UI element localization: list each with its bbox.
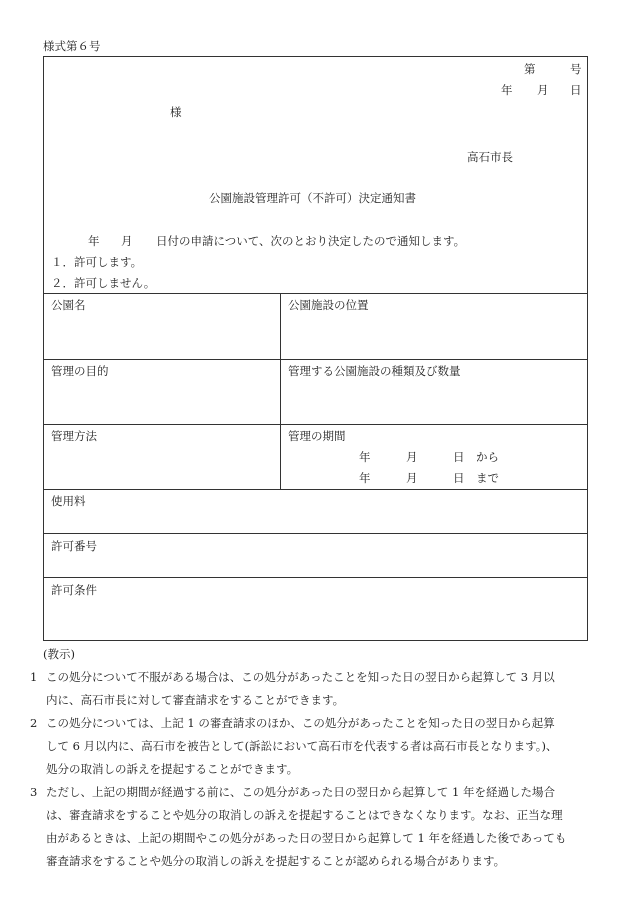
period-from-day: 日: [453, 450, 465, 464]
management-method-label: 管理方法: [51, 429, 97, 443]
form-frame: [43, 56, 588, 641]
period-to-month: 月: [406, 471, 418, 485]
note-line: この処分については、上記 1 の審査請求のほか、この処分があったことを知った日の翌日から起算: [46, 716, 555, 730]
usage-fee-label: 使用料: [51, 494, 86, 508]
note-item: [30, 666, 595, 712]
period-to-year: 年: [359, 471, 371, 485]
period-from-month: 月: [406, 450, 418, 464]
intro-text: 日付の申請について、次のとおり決定したので通知します。: [156, 234, 466, 248]
facility-location-label: 公園施設の位置: [288, 298, 369, 312]
note-item: [30, 781, 595, 873]
number-label: 第: [524, 62, 536, 76]
option-permit: １．許可します。: [51, 255, 143, 269]
note-item: [30, 712, 595, 781]
date-month-label: 月: [537, 83, 549, 97]
number-suffix: 号: [570, 62, 582, 76]
issuer-name: 高石市長: [467, 150, 513, 164]
document-title: 公園施設管理許可（不許可）決定通知書: [209, 191, 416, 205]
option-deny: ２．許可しません。: [51, 276, 156, 290]
note-line: 審査請求をすることや処分の取消しの訴えを提起することが認められる場合があります。: [46, 854, 506, 868]
permit-conditions-label: 許可条件: [51, 583, 97, 597]
note-line: この処分について不服がある場合は、この処分があったことを知った日の翌日から起算して 3 月以: [46, 670, 555, 684]
note-line: ただし、上記の期間が経過する前に、この処分があった日の翌日から起算して 1 年を経過した場合: [46, 785, 556, 799]
date-year-label: 年: [501, 83, 513, 97]
period-from-year: 年: [359, 450, 371, 464]
facility-type-qty-label: 管理する公園施設の種類及び数量: [288, 364, 461, 378]
note-line: は、審査請求をすることや処分の取消しの訴えを提起することはできなくなります。なお、正当な理: [46, 808, 563, 822]
date-day-label: 日: [570, 83, 582, 97]
note-number: 1: [30, 670, 38, 684]
table-divider: [43, 489, 588, 490]
period-to-day: 日: [453, 471, 465, 485]
note-line: 処分の取消しの訴えを提起することができます。: [46, 762, 299, 776]
notes-heading: (教示): [43, 647, 75, 661]
permit-number-label: 許可番号: [51, 539, 97, 553]
table-column-divider: [280, 293, 281, 489]
note-line: して 6 月以内に、高石市を被告として(訴訟において高石市を代表する者は高石市長となります。)、: [46, 739, 558, 753]
management-period-label: 管理の期間: [288, 429, 346, 443]
park-name-label: 公園名: [51, 298, 86, 312]
note-number: 2: [30, 716, 38, 730]
period-from-suffix: から: [476, 450, 499, 464]
period-to-suffix: まで: [476, 471, 499, 485]
intro-month-label: 月: [121, 234, 133, 248]
management-purpose-label: 管理の目的: [51, 364, 109, 378]
note-line: 内に、高石市長に対して審査請求をすることができます。: [46, 693, 345, 707]
table-divider: [43, 533, 588, 534]
note-line: 由があるときは、上記の期間やこの処分があった日の翌日から起算して 1 年を経過した後であっても: [46, 831, 567, 845]
note-number: 3: [30, 785, 38, 799]
table-top-border: [43, 293, 588, 294]
table-divider: [43, 577, 588, 578]
intro-year-label: 年: [88, 234, 100, 248]
addressee-suffix: 様: [170, 105, 182, 119]
form-number: 様式第６号: [43, 39, 101, 53]
table-divider: [43, 424, 588, 425]
table-divider: [43, 359, 588, 360]
